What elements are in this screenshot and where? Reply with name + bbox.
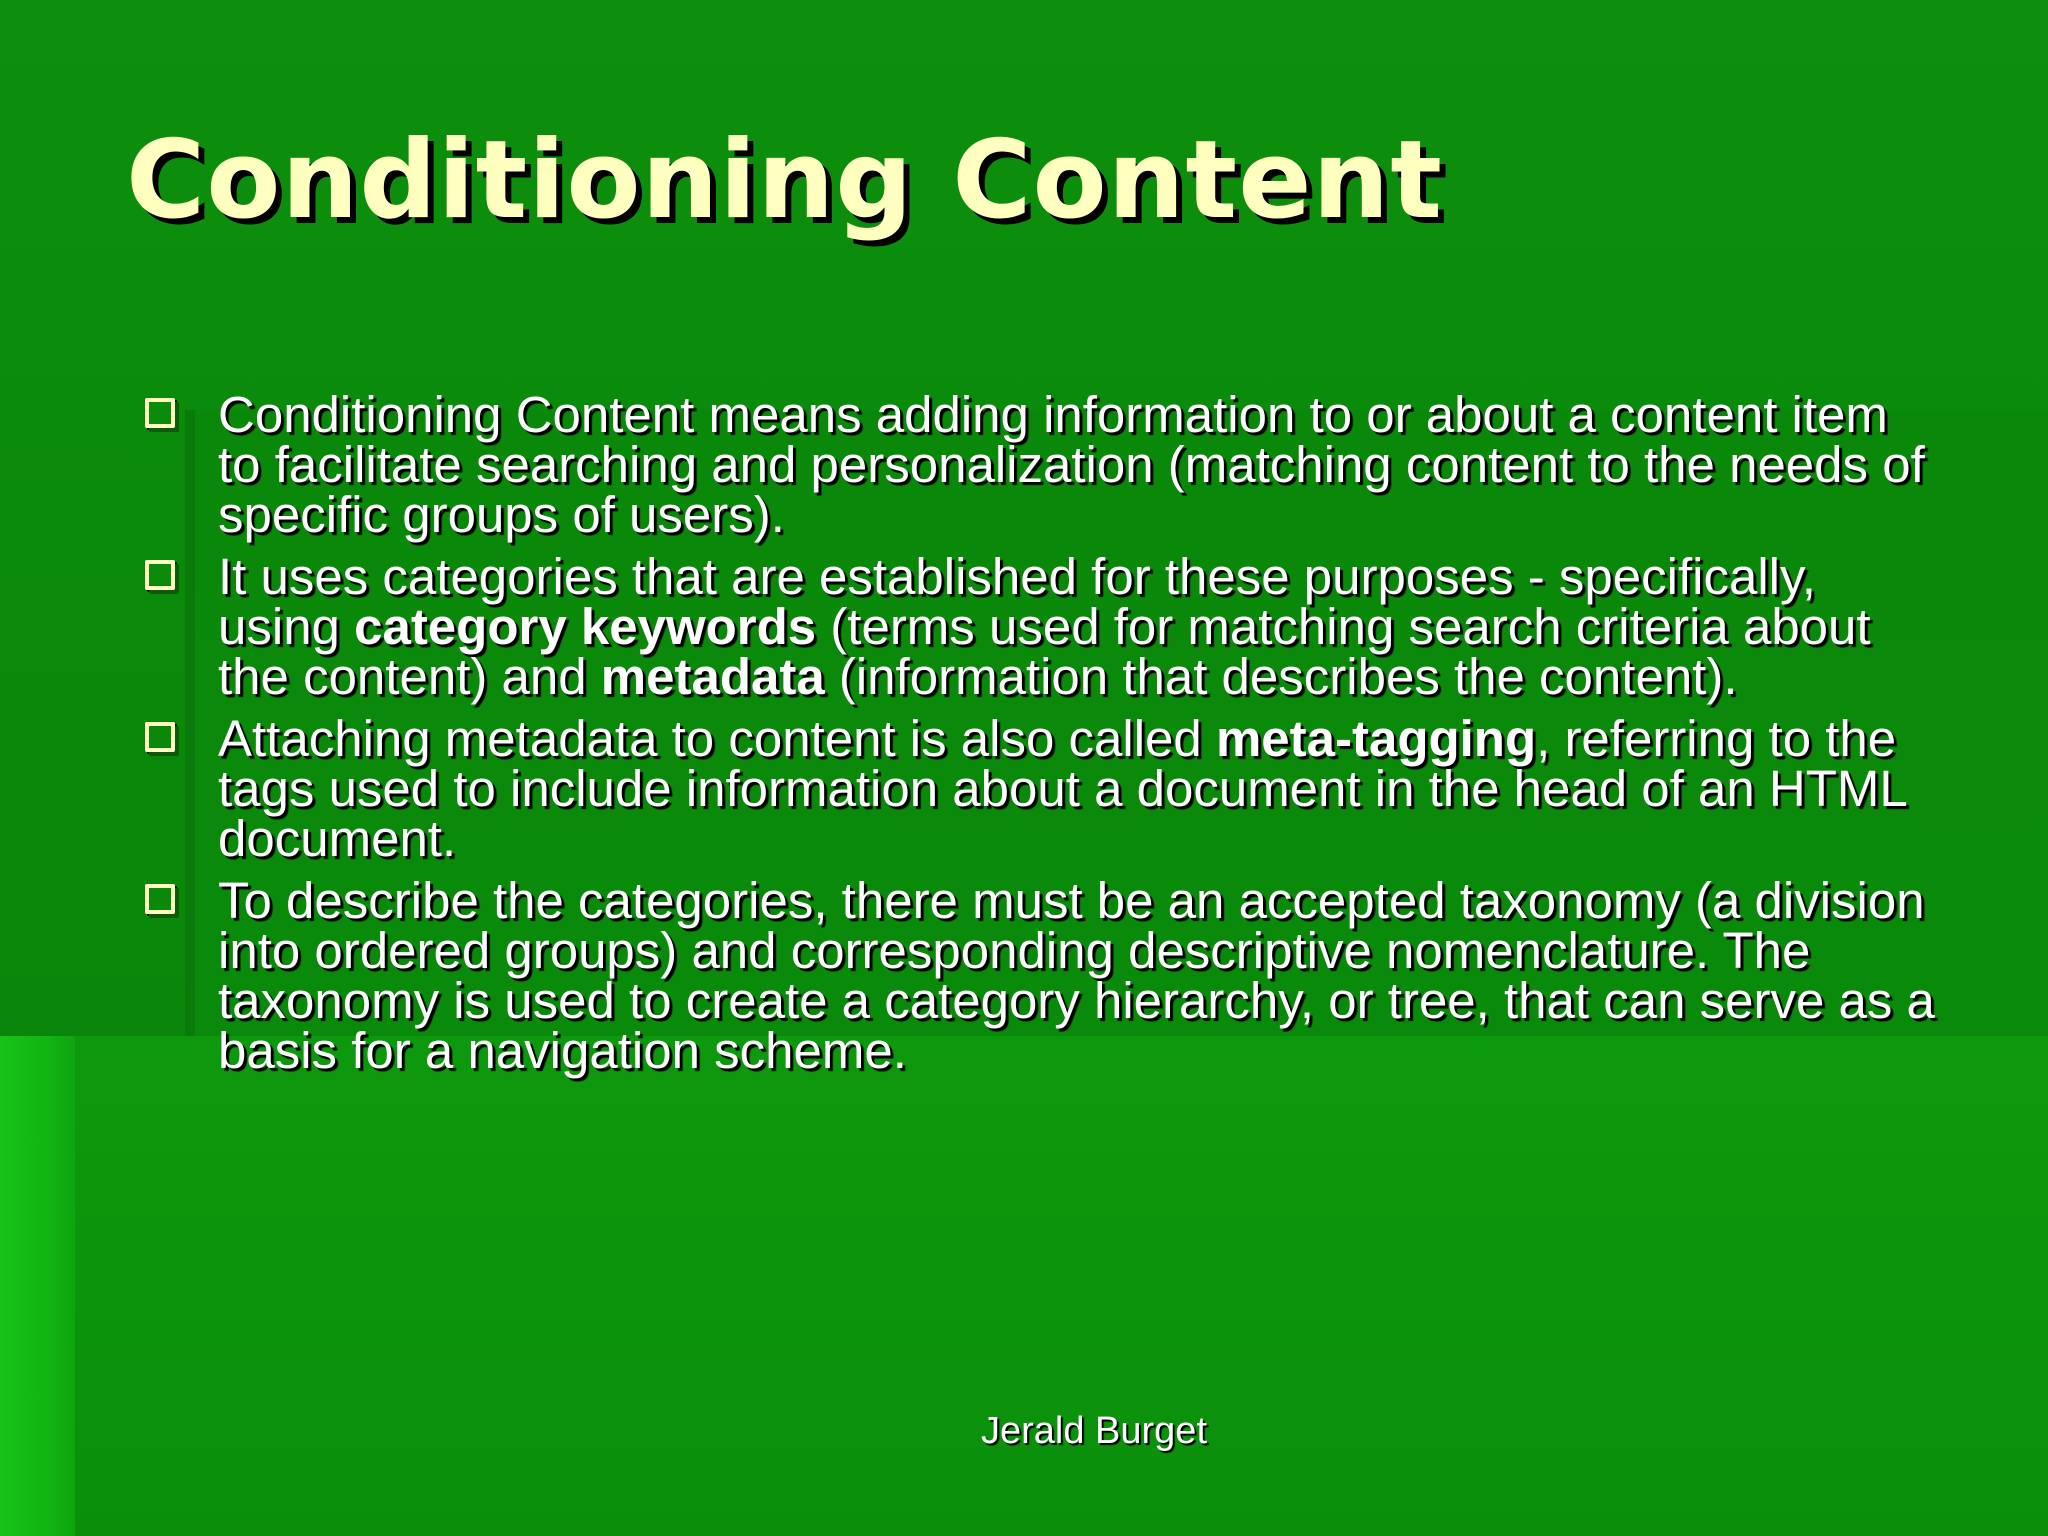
bullet-item — [140, 872, 1940, 1079]
bullet-bold-term: meta-tagging — [1215, 710, 1537, 767]
bullet-text: (terms used for matching search criteria about the content) and — [218, 598, 1871, 705]
bullet-bold-term: metadata — [600, 648, 825, 705]
bullet-item — [140, 548, 1940, 705]
slide-title: Conditioning Content — [126, 118, 1443, 243]
bullet-item — [140, 710, 1940, 867]
checkbox-square-icon — [145, 884, 175, 914]
bullet-text: , referring to the tags used to include information about a document in the head of an HTML document. — [218, 710, 1906, 867]
bullet-text: Attaching metadata to content is also called — [218, 710, 1216, 767]
bullet-bold-term: category keywords — [354, 598, 817, 655]
bullet-text: To describe the categories, there must be an accepted taxonomy (a division into ordered groups) and corresponding descriptive nomenclature. The taxonomy is used to create a category hierarchy, or tree, that can serve as a basis for a navigation scheme. — [218, 872, 1935, 1079]
bullet-item — [140, 386, 1940, 543]
checkbox-square-icon — [145, 722, 175, 752]
bullet-text: Conditioning Content means adding information to or about a content item to facilitate searching and personalization (matching content to the needs of specific groups of users). — [218, 386, 1925, 543]
bullet-text: (information that describes the content). — [824, 648, 1738, 705]
background-left-strip — [0, 1036, 75, 1536]
bullet-text: It uses categories that are established for these purposes - specifically, using — [218, 548, 1816, 655]
checkbox-square-icon — [145, 398, 175, 428]
footer-author: Jerald Burget — [980, 1410, 1207, 1452]
checkbox-square-icon — [145, 560, 175, 590]
bullet-list — [140, 386, 1940, 1088]
background-panel-lower — [75, 1036, 2048, 1536]
